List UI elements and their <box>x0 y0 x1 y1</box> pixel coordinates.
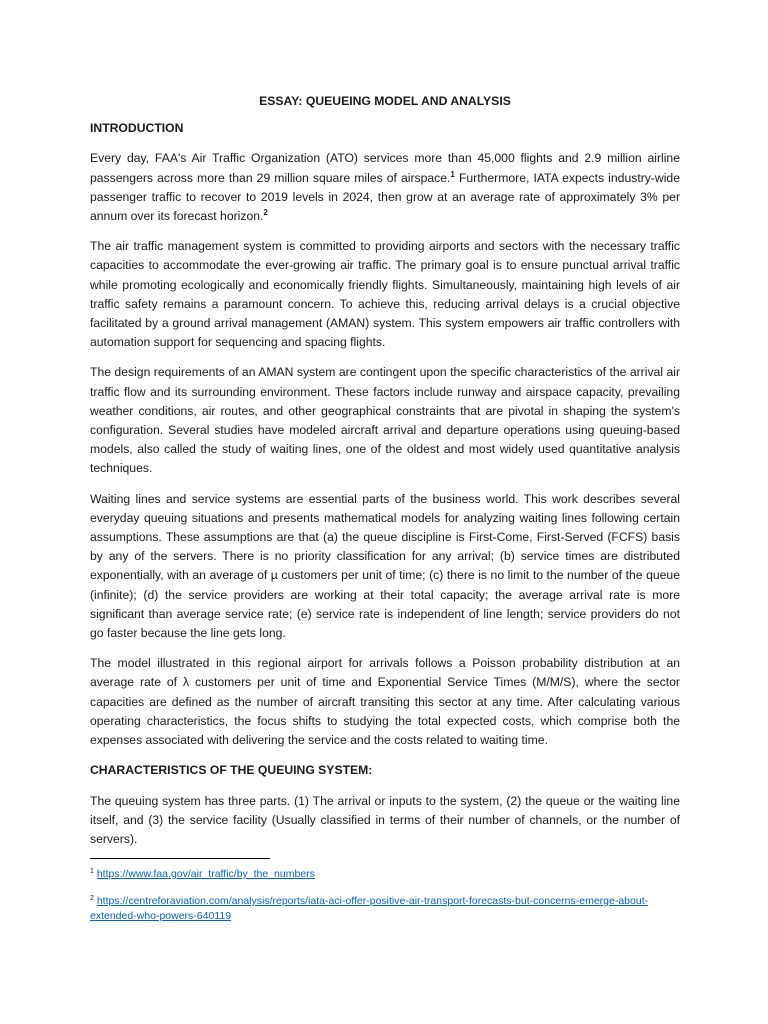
paragraph-6: The queuing system has three parts. (1) The arrival or inputs to the system, (2) the queue or the waiting line itself, and (3) the service facility (Usually classified in terms of their number of channels, or the number of servers). <box>90 793 680 846</box>
paragraph-4: Waiting lines and service systems are essential parts of the business world. This work describes several everyday queuing situations and presents mathematical models for analyzing waiting lines following certain assumptions. These assumptions are that (a) the queue discipline is First-Come, First-Served (FCFS) basis by any of the servers. There is no priority classification for any arrival; (b) service times are distributed exponentially, with an average of µ customers per unit of time; (c) there is no limit to the number of the queue (infinite); (d) the service providers are working at their total capacity; the average arrival rate is more significant than average service rate; (e) service rate is independent of line length; service providers do not go faster because the line gets long. <box>90 491 680 641</box>
paragraph-5: The model illustrated in this regional airport for arrivals follows a Poisson probability distribution at an average rate of λ customers per unit of time and Exponential Service Times (M/M/S), where the sector capacities are defined as the number of aircraft transiting this sector at any time. After calculating various operating characteristics, the focus shifts to studying the total expected costs, which comprise both the expenses associated with delivering the service and the costs related to waiting time. <box>90 656 680 748</box>
paragraph-2: The air traffic management system is committed to providing airports and sectors with the necessary traffic capacities to accommodate the ever-growing air traffic. The primary goal is to ensure punctual arrival traffic while promoting ecologically and economically friendly flights. Simultaneously, maintaining high levels of air traffic safety remains a paramount concern. To achieve this, reducing arrival delays is a crucial objective facilitated by a ground arrival management (AMAN) system. This system empowers air traffic controllers with automation support for sequencing and spacing flights. <box>90 239 680 350</box>
footnote-1-number: 1 <box>90 868 94 875</box>
footnote-1 <box>90 867 680 882</box>
essay-title: ESSAY: QUEUEING MODEL AND ANALYSIS <box>259 94 511 108</box>
introduction-heading: INTRODUCTION <box>90 121 184 136</box>
paragraph-1 <box>90 149 680 226</box>
footnotes <box>90 858 680 936</box>
footnote-2-number: 2 <box>90 895 94 902</box>
footnote-1-link[interactable]: https://www.faa.gov/air_traffic/by_the_numbers <box>96 868 315 880</box>
footnote-2-link[interactable]: https://centreforaviation.com/analysis/reports/iata-aci-offer-positive-air-transport-forecasts-but-concerns-emerge-about-extended-who-powers-640119 <box>90 895 649 922</box>
paragraph-1-part-a: Every day, FAA's Air Traffic Organization (ATO) services more than 45,000 flights and 2.9 million airline passengers across more than 29 million square miles of airspace. <box>90 151 680 185</box>
paragraph-3: The design requirements of an AMAN system are contingent upon the specific characteristics of the arrival air traffic flow and its surrounding environment. These factors include runway and airspace capacity, prevailing weather conditions, air routes, and other geographical constraints that are pivotal in shaping the system's configuration. Several studies have modeled aircraft arrival and departure operations using queuing-based models, also called the study of waiting lines, one of the oldest and most widely used quantitative analysis techniques. <box>90 365 680 476</box>
essay-page <box>90 92 680 860</box>
paragraph-1-part-b: Furthermore, IATA expects industry-wide passenger traffic to recover to 2019 levels in 2024, then grow at an average rate of approximately 3% per annum over its forecast horizon. <box>90 170 680 224</box>
footnote-ref-2[interactable]: 2 <box>263 208 268 218</box>
footnote-divider <box>90 858 270 859</box>
footnote-ref-1[interactable]: 1 <box>450 169 455 179</box>
characteristics-heading: CHARACTERISTICS OF THE QUEUING SYSTEM: <box>90 763 373 778</box>
footnote-2 <box>90 894 680 924</box>
